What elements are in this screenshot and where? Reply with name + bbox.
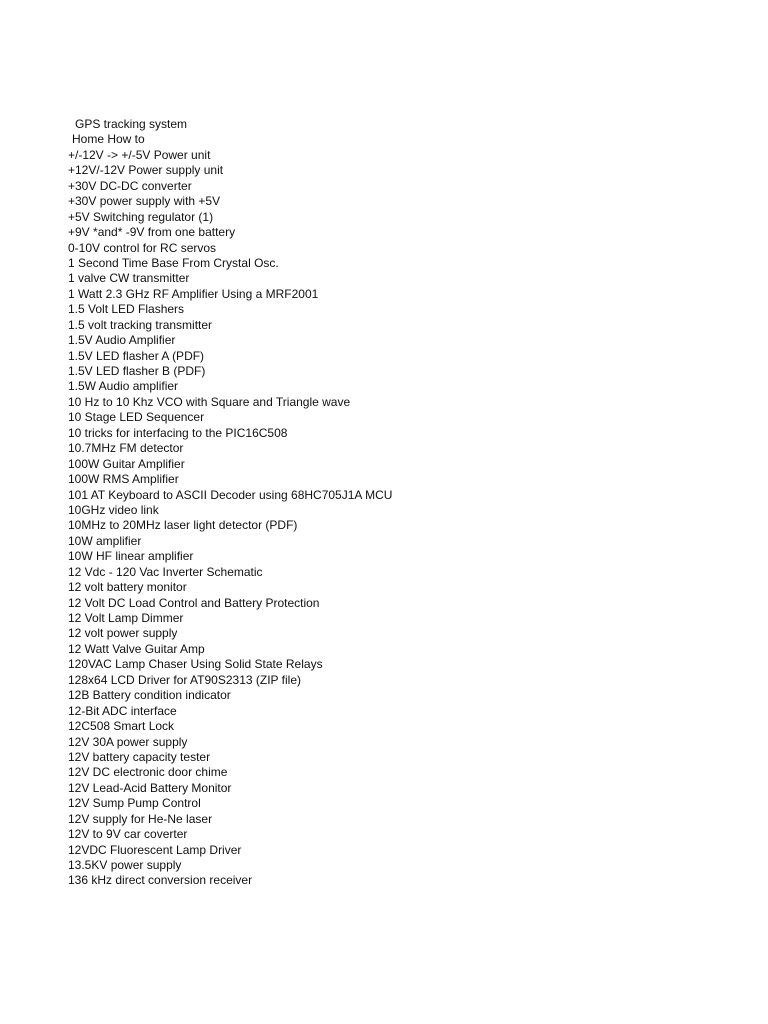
list-item[interactable]: 10 tricks for interfacing to the PIC16C508 xyxy=(68,425,288,440)
list-item[interactable]: 12 Volt Lamp Dimmer xyxy=(68,611,184,625)
list-item[interactable]: 12V DC electronic door chime xyxy=(68,765,228,780)
list-item[interactable]: GPS tracking system xyxy=(75,117,188,131)
list-item[interactable]: 100W RMS Amplifier xyxy=(68,472,179,487)
list-item[interactable]: 10 Stage LED Sequencer xyxy=(68,410,205,425)
list-item[interactable]: 12V Lead-Acid Battery Monitor xyxy=(68,780,232,795)
list-item[interactable]: 128x64 LCD Driver for AT90S2313 (ZIP file) xyxy=(68,672,301,687)
list-item[interactable]: 12 Volt DC Load Control and Battery Protection xyxy=(68,595,320,610)
list-item[interactable]: 12VDC Fluorescent Lamp Driver xyxy=(68,842,242,857)
list-item[interactable]: 120VAC Lamp Chaser Using Solid State Relays xyxy=(68,657,323,672)
list-item[interactable]: 1 Second Time Base From Crystal Osc. xyxy=(68,255,279,270)
list-item[interactable]: 12B Battery condition indicator xyxy=(68,688,231,703)
list-item[interactable]: 12 volt power supply xyxy=(68,626,178,641)
list-item[interactable]: 12V supply for He-Ne laser xyxy=(68,811,213,826)
list-item[interactable]: 10GHz video link xyxy=(68,502,159,517)
list-item[interactable]: 1.5 Volt LED Flashers xyxy=(68,302,185,317)
list-item[interactable]: 13.5KV power supply xyxy=(68,858,182,872)
circuit-link-list xyxy=(68,117,708,889)
list-item[interactable]: 1.5 volt tracking transmitter xyxy=(68,317,213,332)
list-item[interactable]: Home How to xyxy=(72,132,145,147)
list-item[interactable]: 0-10V control for RC servos xyxy=(68,240,217,255)
list-item[interactable]: 12V 30A power supply xyxy=(68,734,188,749)
list-item[interactable]: 10W HF linear amplifier xyxy=(68,549,194,564)
list-item[interactable]: 10.7MHz FM detector xyxy=(68,441,184,456)
list-item[interactable]: 136 kHz direct conversion receiver xyxy=(68,873,253,888)
list-item[interactable]: +30V power supply with +5V xyxy=(68,194,221,209)
list-item[interactable]: 1.5V Audio Amplifier xyxy=(68,333,176,348)
list-item[interactable]: 101 AT Keyboard to ASCII Decoder using 68HC705J1A MCU xyxy=(68,487,393,502)
list-item[interactable]: 1.5V LED flasher B (PDF) xyxy=(68,364,206,378)
list-item[interactable]: +9V *and* -9V from one battery xyxy=(68,225,236,240)
list-item[interactable]: 1 Watt 2.3 GHz RF Amplifier Using a MRF2001 xyxy=(68,286,319,301)
list-item[interactable]: 12 Vdc - 120 Vac Inverter Schematic xyxy=(68,564,263,579)
list-item[interactable]: 12V Sump Pump Control xyxy=(68,796,201,811)
list-item[interactable]: +/-12V -> +/-5V Power unit xyxy=(68,147,211,162)
list-item[interactable]: 12C508 Smart Lock xyxy=(68,719,175,734)
list-item[interactable]: 1.5W Audio amplifier xyxy=(68,379,179,394)
list-item[interactable]: 1 valve CW transmitter xyxy=(68,271,190,286)
list-item[interactable]: +30V DC-DC converter xyxy=(68,178,192,193)
list-item[interactable]: 10W amplifier xyxy=(68,533,142,548)
list-item[interactable]: 12-Bit ADC interface xyxy=(68,703,177,718)
list-item[interactable]: 1.5V LED flasher A (PDF) xyxy=(68,348,205,363)
list-item[interactable]: 12 Watt Valve Guitar Amp xyxy=(68,641,205,656)
list-item[interactable]: 100W Guitar Amplifier xyxy=(68,456,185,471)
list-item[interactable]: 12V battery capacity tester xyxy=(68,749,211,764)
list-item[interactable]: +12V/-12V Power supply unit xyxy=(68,163,224,178)
list-item[interactable]: 10MHz to 20MHz laser light detector (PDF) xyxy=(68,518,298,533)
list-item[interactable]: 12V to 9V car coverter xyxy=(68,827,188,842)
list-item[interactable]: +5V Switching regulator (1) xyxy=(68,209,214,224)
list-item[interactable]: 10 Hz to 10 Khz VCO with Square and Triangle wave xyxy=(68,394,351,409)
list-item[interactable]: 12 volt battery monitor xyxy=(68,580,187,595)
